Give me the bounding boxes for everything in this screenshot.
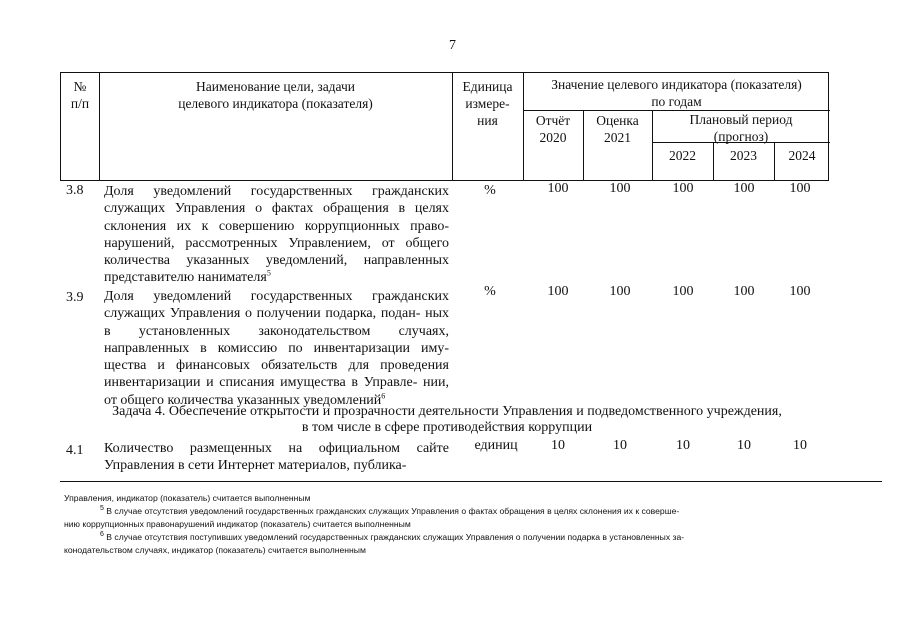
header-name: Наименование цели, задачи целевого индикатора (показателя) bbox=[178, 79, 373, 111]
row-text: Количество размещенных на официальном сайте Управления в сети Интернет материалов, публика- bbox=[104, 441, 449, 474]
row-unit: % bbox=[484, 284, 496, 299]
value-2020: 10 bbox=[551, 438, 565, 453]
task-heading: Задача 4. Обеспечение открытости и прозрачности деятельности Управления и подведомственного учреждения, в том числе в сфере противодействия коррупции bbox=[112, 404, 782, 435]
value-2023: 10 bbox=[737, 438, 751, 453]
footnote-carryover: Управления, индикатор (показатель) считается выполненным bbox=[64, 493, 311, 503]
row-description bbox=[104, 288, 449, 409]
footnote-6 bbox=[64, 531, 844, 544]
footnote-separator bbox=[60, 481, 882, 482]
footnote-5 bbox=[64, 505, 844, 518]
header-year-2022: 2022 bbox=[669, 148, 696, 163]
header-value-group: Значение целевого индикатора (показателя) по годам bbox=[551, 77, 802, 109]
header-unit: Единица измере- ния bbox=[462, 79, 513, 128]
table-header bbox=[60, 72, 829, 181]
row-unit: % bbox=[484, 183, 496, 198]
row-description bbox=[104, 183, 449, 287]
page-number: 7 bbox=[449, 38, 456, 53]
footnote-5-continued: нию коррупционных правонарушений индикатор (показатель) считается выполненным bbox=[64, 519, 411, 529]
header-estimate: Оценка 2021 bbox=[596, 113, 639, 145]
value-2024: 10 bbox=[793, 438, 807, 453]
value-2022: 10 bbox=[676, 438, 690, 453]
value-2021: 10 bbox=[613, 438, 627, 453]
value-2020: 100 bbox=[547, 181, 569, 196]
row-number: 3.9 bbox=[66, 290, 84, 305]
value-2020: 100 bbox=[547, 284, 569, 299]
row-text: Доля уведомлений государственных гражданских служащих Управления о получении подарка, подан- ных в установленных законодательством случаях, направленных в комиссию по инвентаризации иму- щества и финансовых обязательств для проведения инвентаризации и списания имущества в Управле- нии, от общего количества указанных уведомлений bbox=[104, 289, 449, 408]
footnote-marker: 6 bbox=[100, 531, 104, 539]
header-num: № п/п bbox=[70, 79, 90, 111]
value-2024: 100 bbox=[789, 284, 811, 299]
value-2023: 100 bbox=[733, 284, 755, 299]
value-2023: 100 bbox=[733, 181, 755, 196]
row-number: 3.8 bbox=[66, 183, 84, 198]
value-2022: 100 bbox=[672, 284, 694, 299]
footnote-text: В случае отсутствия уведомлений государственных гражданских служащих Управления о фактах обращения в целях склонения их к соверше- bbox=[103, 506, 680, 516]
row-unit: единиц bbox=[474, 438, 518, 453]
value-2021: 100 bbox=[609, 181, 631, 196]
footnote-6-continued: конодательством случаях, индикатор (показатель) считается выполненным bbox=[64, 545, 366, 555]
footnote-marker: 5 bbox=[100, 505, 104, 513]
value-2024: 100 bbox=[789, 181, 811, 196]
footnote-marker: 6 bbox=[381, 391, 386, 401]
row-description bbox=[104, 440, 449, 475]
row-number: 4.1 bbox=[66, 443, 84, 458]
header-report: Отчёт 2020 bbox=[535, 113, 571, 145]
footnote-marker: 5 bbox=[266, 268, 271, 278]
row-text: Доля уведомлений государственных гражданских служащих Управления о фактах обращения в целях склонения их к совершению коррупционных право- нарушений, рассмотренных Управлением, от общего количества указанных уведомлений, направленных представителю нанимателя bbox=[104, 184, 449, 286]
value-2021: 100 bbox=[609, 284, 631, 299]
footnote-text: В случае отсутствия поступивших уведомлений государственных гражданских служащих Управления о получении подарка в установленных за- bbox=[103, 532, 685, 542]
header-plan: Плановый период (прогноз) bbox=[689, 112, 793, 144]
header-year-2024: 2024 bbox=[788, 148, 816, 163]
value-2022: 100 bbox=[672, 181, 694, 196]
header-year-2023: 2023 bbox=[730, 148, 757, 163]
